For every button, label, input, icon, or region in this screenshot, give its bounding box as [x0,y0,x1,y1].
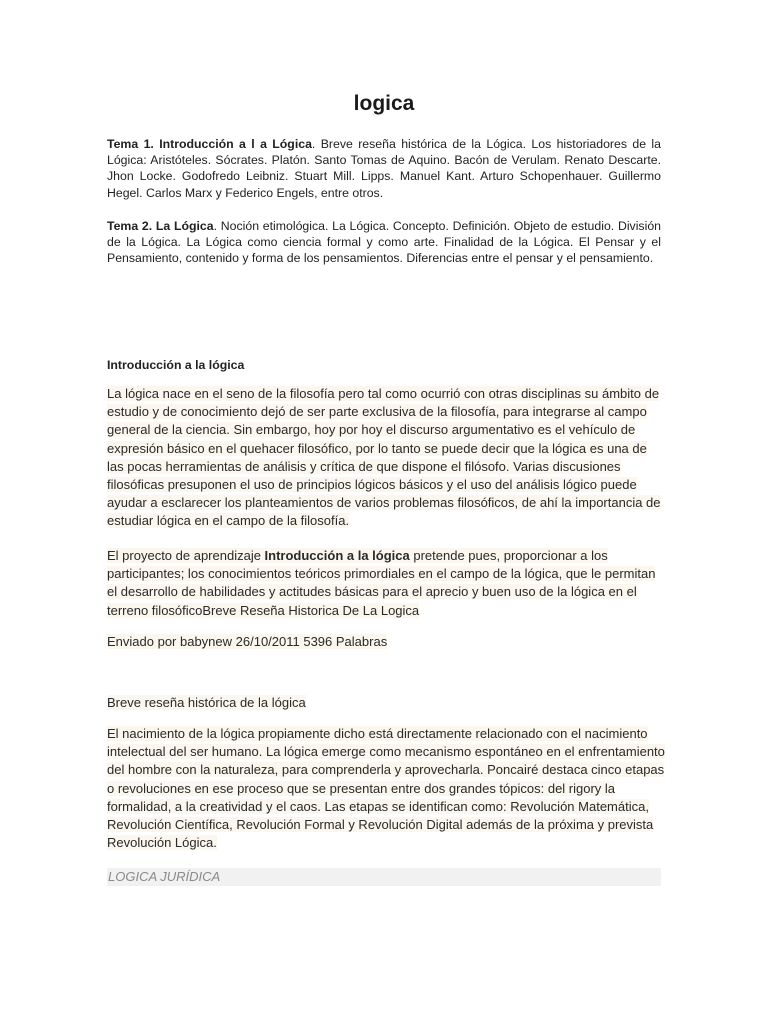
breve-resena-heading [107,694,667,712]
proyecto-paragraph [107,547,667,620]
tema-1-text: . Breve reseña histórica de la Lógica. Los historiadores de la Lógica: Aristóteles. Sócrates. Platón. Santo Tomas de Aquino. Bacón de Verulam. Renato Descarte. Jhon Locke. Godofredo Leibniz. Stuart Mill. Lipps. Manuel Kant. Arturo Schopenhauer. Guillermo Hegel. Carlos Marx y Federico Engels, entre otros. [107,137,661,200]
submission-info-text: Enviado por babynew 26/10/2011 5396 Palabras [107,634,388,649]
logica-juridica-bar [107,868,661,886]
tema-2-label: Tema 2. La Lógica [107,219,214,233]
breve-resena-paragraph [107,725,667,852]
intro-paragraph [107,385,667,531]
proyecto-bold: Introducción a la lógica [264,548,410,563]
tema-2-text: . Noción etimológica. La Lógica. Concepto. Definición. Objeto de estudio. División de la Lógica. La Lógica como ciencia formal y como arte. Finalidad de la Lógica. El Pensar y el Pensamiento, contenido y forma de los pensamientos. Diferencias entre el pensar y el pensamiento. [107,219,661,266]
tema-1-label: Tema 1. Introducción a l a Lógica [107,137,312,151]
logica-juridica-heading: LOGICA JURÍDICA [108,869,221,884]
tema-2-paragraph [107,218,661,267]
proyecto-text-before: El proyecto de aprendizaje [107,548,265,563]
submission-info [107,633,667,651]
proyecto-text-after: pretende pues, proporcionar a los participantes; los conocimientos teóricos primordiales en el campo de la lógica, que le permitan el desarrollo de habilidades y actitudes básicas para el aprecio y buen uso de la lógica en el terreno filosóficoBreve Reseña Historica De La Logica [107,548,656,618]
tema-1-paragraph [107,136,661,201]
intro-paragraph-text: La lógica nace en el seno de la filosofía pero tal como ocurrió con otras disciplinas su ámbito de estudio y de conocimiento dejó de ser parte exclusiva de la filosofía, para integrarse al campo general de la ciencia. Sin embargo, hoy por hoy el discurso argumentativo es el vehículo de expresión básico en el quehacer filosófico, por lo tanto se puede decir que la lógica es una de las pocas herramientas de análisis y crítica de que dispone el filósofo. Varias discusiones filosóficas presuponen el uso de principios lógicos básicos y el uso del análisis lógico puede ayudar a esclarecer los planteamientos de varios problemas filosóficos, de ahí la importancia de estudiar lógica en el campo de la filosofía. [107,386,661,529]
breve-resena-paragraph-text: El nacimiento de la lógica propiamente dicho está directamente relacionado con el nacimiento intelectual del ser humano. La lógica emerge como mecanismo espontáneo en el enfrentamiento del hombre con la naturaleza, para comprenderla y aprovecharla. Poncairé destaca cinco etapas o revoluciones en ese proceso que se presentan entre dos grandes tópicos: del rigory la formalidad, a la creatividad y el caos. Las etapas se identifican como: Revolución Matemática, Revolución Científica, Revolución Formal y Revolución Digital además de la próxima y prevista Revolución Lógica. [107,726,665,851]
document-title: logica [353,92,415,115]
breve-resena-heading-text: Breve reseña histórica de la lógica [107,695,306,710]
intro-heading: Introducción a la lógica [107,358,245,372]
